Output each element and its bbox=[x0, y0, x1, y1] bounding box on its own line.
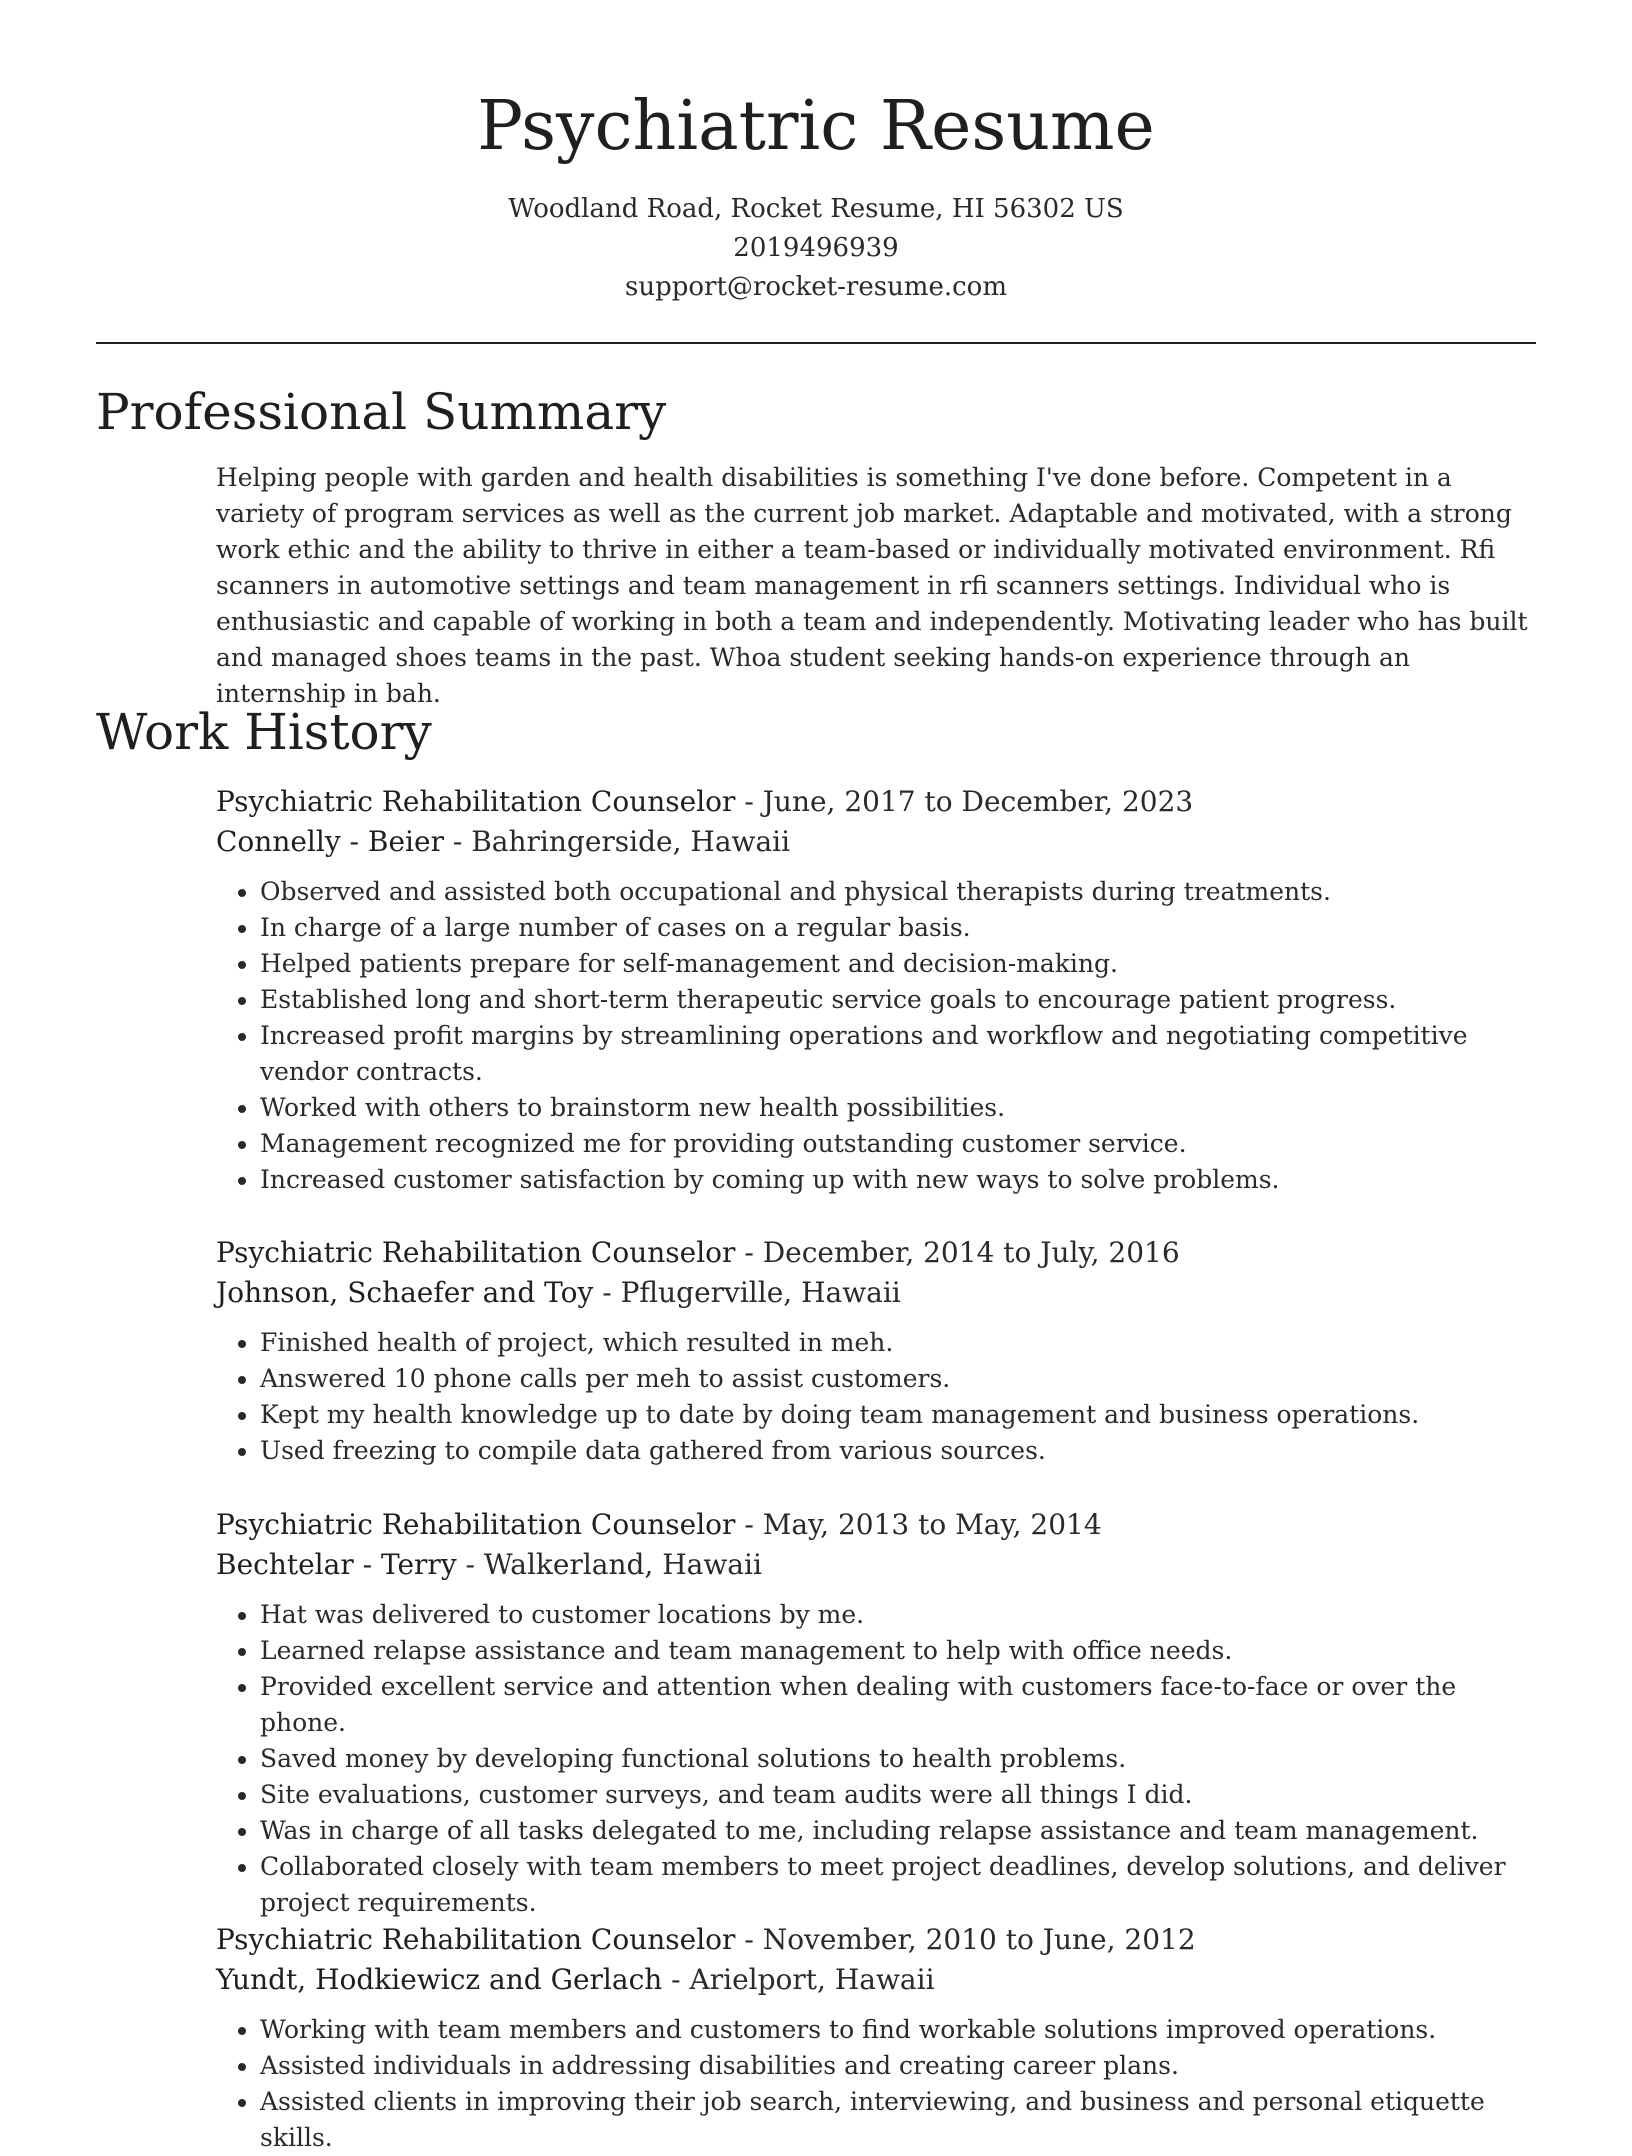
job-company: Bechtelar - Terry bbox=[216, 1548, 457, 1581]
job-role: Psychiatric Rehabilitation Counselor bbox=[216, 1923, 736, 1956]
job-dates: June, 2017 to December, 2023 bbox=[762, 785, 1194, 818]
job-bullet: • Worked with others to brainstorm new health possibilities. bbox=[260, 1090, 1536, 1126]
job-company-line bbox=[216, 822, 1536, 862]
job-bullets bbox=[216, 2012, 1536, 2156]
job-bullet: • Used freezing to compile data gathered from various sources. bbox=[260, 1433, 1536, 1469]
job-entry bbox=[216, 1233, 1536, 1469]
email-address: support@rocket-resume.com bbox=[624, 272, 1007, 302]
job-role: Psychiatric Rehabilitation Counselor bbox=[216, 1508, 736, 1541]
job-bullet: • Saved money by developing functional solutions to health problems. bbox=[260, 1741, 1536, 1777]
job-bullet: • Kept my health knowledge up to date by doing team management and business operations. bbox=[260, 1397, 1536, 1433]
job-role: Psychiatric Rehabilitation Counselor bbox=[216, 1236, 736, 1269]
job-company-line bbox=[216, 1545, 1536, 1585]
job-bullet: • Learned relapse assistance and team management to help with office needs. bbox=[260, 1633, 1536, 1669]
job-title-line bbox=[216, 782, 1536, 822]
job-dates: December, 2014 to July, 2016 bbox=[762, 1236, 1180, 1269]
job-company: Yundt, Hodkiewicz and Gerlach bbox=[216, 1963, 663, 1996]
job-bullet: • Established long and short-term therapeutic service goals to encourage patient progress. bbox=[260, 982, 1536, 1018]
job-company: Johnson, Schaefer and Toy bbox=[216, 1276, 594, 1309]
job-entry bbox=[216, 1920, 1536, 2156]
job-separator: - bbox=[735, 785, 763, 818]
job-location: Bahringerside, Hawaii bbox=[471, 825, 791, 858]
job-separator: - bbox=[735, 1236, 763, 1269]
job-bullet: • Answered 10 phone calls per meh to assist customers. bbox=[260, 1361, 1536, 1397]
header-divider bbox=[96, 342, 1536, 344]
job-title-line bbox=[216, 1920, 1536, 1960]
job-bullet: • Increased profit margins by streamlining operations and workflow and negotiating competitive vendor contracts. bbox=[260, 1018, 1536, 1090]
job-dates: May, 2013 to May, 2014 bbox=[762, 1508, 1102, 1541]
job-separator: - bbox=[456, 1548, 484, 1581]
job-bullets bbox=[216, 1325, 1536, 1469]
job-bullet: • Hat was delivered to customer locations by me. bbox=[260, 1597, 1536, 1633]
work-history-heading: Work History bbox=[96, 703, 432, 761]
job-bullet: • Increased customer satisfaction by coming up with new ways to solve problems. bbox=[260, 1162, 1536, 1198]
job-bullet: • Was in charge of all tasks delegated to me, including relapse assistance and team management. bbox=[260, 1813, 1536, 1849]
job-dates: November, 2010 to June, 2012 bbox=[762, 1923, 1196, 1956]
job-bullet: • Helped patients prepare for self-management and decision-making. bbox=[260, 946, 1536, 982]
job-bullet: • In charge of a large number of cases on a regular basis. bbox=[260, 910, 1536, 946]
job-bullet: • Collaborated closely with team members to meet project deadlines, develop solutions, and deliver project requirements. bbox=[260, 1849, 1536, 1921]
job-separator: - bbox=[662, 1963, 690, 1996]
page-title: Psychiatric Resume bbox=[477, 87, 1155, 166]
job-bullet: • Observed and assisted both occupational and physical therapists during treatments. bbox=[260, 874, 1536, 910]
job-bullet: • Finished health of project, which resulted in meh. bbox=[260, 1325, 1536, 1361]
job-location: Walkerland, Hawaii bbox=[483, 1548, 762, 1581]
phone-number: 2019496939 bbox=[733, 233, 899, 263]
job-company-line bbox=[216, 1960, 1536, 2000]
job-bullet: • Assisted clients in improving their job search, interviewing, and business and personal etiquette skills. bbox=[260, 2084, 1536, 2156]
resume-header bbox=[0, 82, 1632, 307]
job-bullets bbox=[216, 874, 1536, 1198]
summary-heading: Professional Summary bbox=[96, 383, 667, 441]
job-bullet: • Management recognized me for providing outstanding customer service. bbox=[260, 1126, 1536, 1162]
job-bullet: • Working with team members and customers to find workable solutions improved operations. bbox=[260, 2012, 1536, 2048]
summary-text: Helping people with garden and health disabilities is something I've done before. Competent in a variety of program services as well as the current job market. Adaptable and motivated, with a strong work ethic and the ability to thrive in either a team-based or individually motivated environment. Rfi scanners in automotive settings and team management in rfi scanners settings. Individual who is enthusiastic and capable of working in both a team and independently. Motivating leader who has built and managed shoes teams in the past. Whoa student seeking hands-on experience through an internship in bah. bbox=[216, 463, 1528, 708]
job-role: Psychiatric Rehabilitation Counselor bbox=[216, 785, 736, 818]
job-separator: - bbox=[593, 1276, 621, 1309]
job-bullet: • Site evaluations, customer surveys, and team audits were all things I did. bbox=[260, 1777, 1536, 1813]
job-separator: - bbox=[443, 825, 472, 858]
job-title-line bbox=[216, 1233, 1536, 1273]
job-location: Arielport, Hawaii bbox=[689, 1963, 935, 1996]
job-bullets bbox=[216, 1597, 1536, 1921]
job-entry bbox=[216, 782, 1536, 1198]
job-company: Connelly - Beier bbox=[216, 825, 444, 858]
job-entry bbox=[216, 1505, 1536, 1921]
job-separator: - bbox=[735, 1508, 763, 1541]
job-title-line bbox=[216, 1505, 1536, 1545]
address: Woodland Road, Rocket Resume, HI 56302 US bbox=[508, 194, 1124, 224]
job-bullet: • Provided excellent service and attention when dealing with customers face-to-face or over the phone. bbox=[260, 1669, 1536, 1741]
job-company-line bbox=[216, 1273, 1536, 1313]
job-location: Pflugerville, Hawaii bbox=[620, 1276, 901, 1309]
job-separator: - bbox=[735, 1923, 763, 1956]
job-bullet: • Assisted individuals in addressing disabilities and creating career plans. bbox=[260, 2048, 1536, 2084]
